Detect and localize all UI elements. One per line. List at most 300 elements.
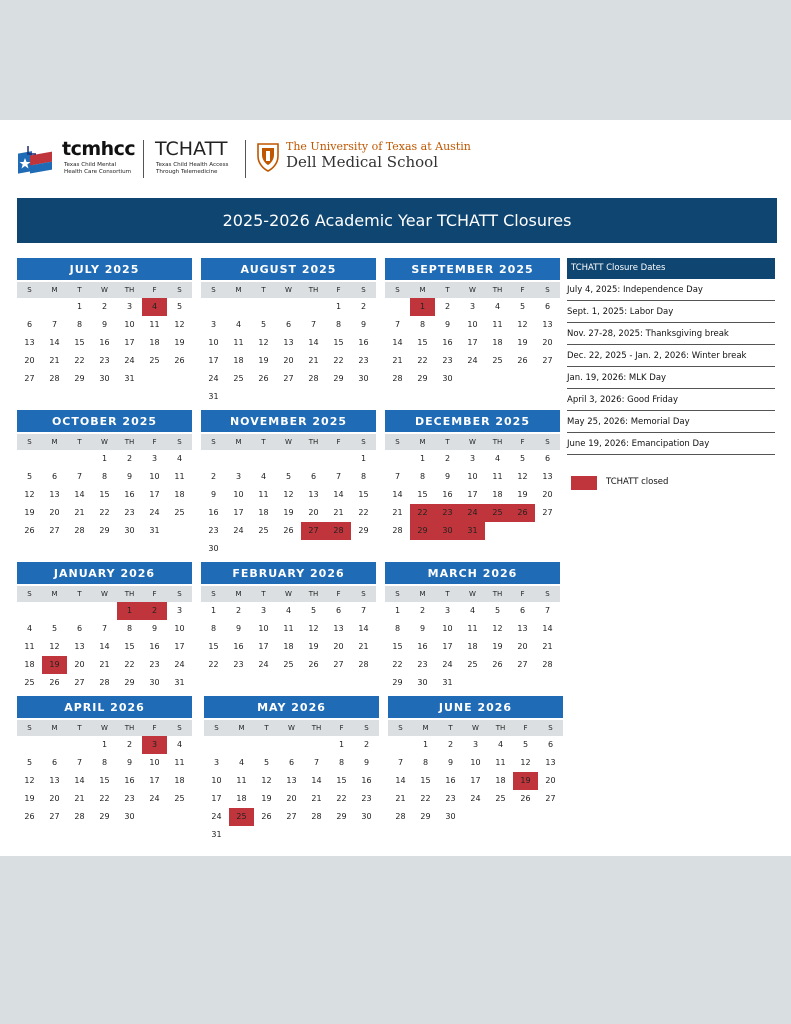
days-grid <box>17 450 192 540</box>
day-cell: 16 <box>149 642 160 651</box>
day-cell: 27 <box>49 812 60 821</box>
weekday-label: TH <box>311 724 322 732</box>
closed-day: 25 <box>229 808 254 826</box>
day-cell: 14 <box>99 642 110 651</box>
day-cell: 7 <box>397 758 404 767</box>
day-cell: 30 <box>149 678 160 687</box>
day-cell: 1 <box>210 606 217 615</box>
day-cell: 19 <box>517 490 528 499</box>
day-cell: 30 <box>208 544 219 553</box>
tcmhcc-wordmark: tcmhcc <box>62 138 136 160</box>
weekday-label: S <box>545 590 550 598</box>
month-title: JULY 2025 <box>17 258 192 280</box>
day-cell: 30 <box>445 812 456 821</box>
days-grid <box>204 736 379 844</box>
day-cell: 11 <box>174 758 185 767</box>
day-cell: 20 <box>49 508 60 517</box>
day-cell: 20 <box>49 794 60 803</box>
day-cell: 30 <box>417 678 428 687</box>
day-cell: 5 <box>176 302 183 311</box>
day-cell: 21 <box>542 642 553 651</box>
day-cell: 9 <box>126 472 133 481</box>
empty-day <box>17 450 42 468</box>
day-cell: 25 <box>467 660 478 669</box>
day-cell: 6 <box>288 758 295 767</box>
weekday-label: W <box>285 286 292 294</box>
day-cell: 12 <box>517 320 528 329</box>
weekday-label: M <box>422 724 429 732</box>
day-cell: 20 <box>542 490 553 499</box>
day-cell: 24 <box>467 356 478 365</box>
day-cell: 26 <box>49 678 60 687</box>
day-cell: 13 <box>49 776 60 785</box>
day-cell: 14 <box>74 490 85 499</box>
day-cell: 9 <box>126 758 133 767</box>
day-cell: 2 <box>363 740 370 749</box>
day-cell: 14 <box>74 776 85 785</box>
day-cell: 3 <box>235 472 242 481</box>
day-cell: 14 <box>392 338 403 347</box>
weekday-label: S <box>395 286 400 294</box>
day-cell: 30 <box>124 526 135 535</box>
closure-item: Dec. 22, 2025 - Jan. 2, 2026: Winter break <box>567 347 775 367</box>
legend-closed-swatch <box>571 476 597 490</box>
day-cell: 25 <box>149 356 160 365</box>
empty-day <box>17 736 42 754</box>
day-cell: 11 <box>492 320 503 329</box>
day-cell: 1 <box>419 454 426 463</box>
day-cell: 26 <box>24 526 35 535</box>
empty-day <box>276 450 301 468</box>
day-cell: 24 <box>208 374 219 383</box>
weekday-header <box>385 586 560 602</box>
closed-day: 29 <box>410 522 435 540</box>
day-cell: 9 <box>444 320 451 329</box>
day-cell: 30 <box>361 812 372 821</box>
closed-day: 3 <box>142 736 167 754</box>
empty-day <box>42 298 67 316</box>
day-cell: 28 <box>49 374 60 383</box>
days-grid <box>17 602 192 692</box>
day-cell: 14 <box>333 490 344 499</box>
day-cell: 17 <box>124 338 135 347</box>
days-grid <box>385 450 560 540</box>
day-cell: 4 <box>497 740 504 749</box>
day-cell: 13 <box>333 624 344 633</box>
weekday-label: S <box>548 724 553 732</box>
day-cell: 19 <box>261 794 272 803</box>
closed-day: 31 <box>460 522 485 540</box>
day-cell: 12 <box>520 758 531 767</box>
day-cell: 13 <box>517 624 528 633</box>
day-cell: 25 <box>24 678 35 687</box>
day-cell: 7 <box>313 758 320 767</box>
texas-flag-logo-icon <box>16 144 54 178</box>
day-cell: 21 <box>308 356 319 365</box>
empty-day <box>201 298 226 316</box>
day-cell: 18 <box>233 356 244 365</box>
weekday-label: S <box>545 438 550 446</box>
day-cell: 28 <box>392 374 403 383</box>
day-cell: 12 <box>24 776 35 785</box>
weekday-label: M <box>419 286 426 294</box>
day-cell: 21 <box>333 508 344 517</box>
day-cell: 28 <box>311 812 322 821</box>
closed-day: 26 <box>510 504 535 522</box>
day-cell: 23 <box>208 526 219 535</box>
day-cell: 22 <box>358 508 369 517</box>
day-cell: 15 <box>74 338 85 347</box>
day-cell: 2 <box>126 454 133 463</box>
day-cell: 29 <box>99 526 110 535</box>
weekday-label: T <box>261 438 266 446</box>
weekday-label: M <box>419 438 426 446</box>
day-cell: 31 <box>124 374 135 383</box>
weekday-label: T <box>77 286 82 294</box>
month-title: APRIL 2026 <box>17 696 192 718</box>
day-cell: 21 <box>358 642 369 651</box>
day-cell: 22 <box>208 660 219 669</box>
day-cell: 8 <box>126 624 133 633</box>
empty-day <box>301 450 326 468</box>
page-title: 2025-2026 Academic Year TCHATT Closures <box>17 198 777 243</box>
day-cell: 5 <box>519 302 526 311</box>
day-cell: 23 <box>124 794 135 803</box>
day-cell: 22 <box>392 660 403 669</box>
day-cell: 30 <box>124 812 135 821</box>
month-calendar <box>201 410 376 558</box>
day-cell: 22 <box>99 508 110 517</box>
weekday-label: T <box>261 590 266 598</box>
day-cell: 11 <box>174 472 185 481</box>
weekday-label: F <box>152 724 157 732</box>
day-cell: 9 <box>363 758 370 767</box>
day-cell: 28 <box>74 812 85 821</box>
weekday-label: W <box>469 590 476 598</box>
days-grid <box>201 298 376 406</box>
day-cell: 6 <box>547 740 554 749</box>
weekday-label: M <box>419 590 426 598</box>
day-cell: 19 <box>174 338 185 347</box>
day-cell: 3 <box>126 302 133 311</box>
weekday-label: S <box>27 286 32 294</box>
day-cell: 20 <box>283 356 294 365</box>
day-cell: 29 <box>336 812 347 821</box>
day-cell: 12 <box>283 490 294 499</box>
day-cell: 21 <box>49 356 60 365</box>
day-cell: 9 <box>101 320 108 329</box>
weekday-label: S <box>395 590 400 598</box>
day-cell: 12 <box>24 490 35 499</box>
day-cell: 17 <box>442 642 453 651</box>
day-cell: 29 <box>392 678 403 687</box>
day-cell: 21 <box>74 508 85 517</box>
day-cell: 20 <box>74 660 85 669</box>
day-cell: 18 <box>283 642 294 651</box>
day-cell: 24 <box>149 794 160 803</box>
month-title: DECEMBER 2025 <box>385 410 560 432</box>
day-cell: 27 <box>545 794 556 803</box>
day-cell: 13 <box>283 338 294 347</box>
days-grid <box>388 736 563 826</box>
day-cell: 3 <box>469 302 476 311</box>
day-cell: 4 <box>238 758 245 767</box>
weekday-label: S <box>211 286 216 294</box>
day-cell: 8 <box>101 472 108 481</box>
day-cell: 9 <box>210 490 217 499</box>
day-cell: 18 <box>174 776 185 785</box>
day-cell: 3 <box>444 606 451 615</box>
weekday-label: F <box>336 286 341 294</box>
weekday-label: W <box>101 438 108 446</box>
day-cell: 2 <box>419 606 426 615</box>
empty-day <box>279 736 304 754</box>
day-cell: 11 <box>24 642 35 651</box>
day-cell: 8 <box>360 472 367 481</box>
day-cell: 13 <box>24 338 35 347</box>
day-cell: 9 <box>447 758 454 767</box>
day-cell: 12 <box>258 338 269 347</box>
day-cell: 18 <box>492 338 503 347</box>
month-calendar <box>388 696 563 826</box>
month-title: AUGUST 2025 <box>201 258 376 280</box>
empty-day <box>67 736 92 754</box>
day-cell: 22 <box>333 356 344 365</box>
empty-day <box>301 298 326 316</box>
closed-day: 22 <box>410 504 435 522</box>
day-cell: 30 <box>358 374 369 383</box>
day-cell: 12 <box>174 320 185 329</box>
weekday-header <box>201 434 376 450</box>
weekday-label: F <box>520 438 525 446</box>
weekday-label: W <box>472 724 479 732</box>
day-cell: 21 <box>74 794 85 803</box>
day-cell: 1 <box>76 302 83 311</box>
day-cell: 16 <box>99 338 110 347</box>
empty-day <box>276 298 301 316</box>
day-cell: 16 <box>445 776 456 785</box>
weekday-label: M <box>235 438 242 446</box>
day-cell: 18 <box>492 490 503 499</box>
day-cell: 6 <box>544 302 551 311</box>
day-cell: 13 <box>74 642 85 651</box>
day-cell: 20 <box>308 508 319 517</box>
empty-day <box>326 450 351 468</box>
month-calendar <box>385 410 560 540</box>
weekday-label: S <box>361 438 366 446</box>
day-cell: 10 <box>442 624 453 633</box>
day-cell: 12 <box>261 776 272 785</box>
day-cell: 3 <box>151 454 158 463</box>
day-cell: 9 <box>151 624 158 633</box>
day-cell: 15 <box>333 338 344 347</box>
day-cell: 6 <box>519 606 526 615</box>
day-cell: 8 <box>394 624 401 633</box>
empty-day <box>251 298 276 316</box>
day-cell: 27 <box>286 812 297 821</box>
day-cell: 1 <box>360 454 367 463</box>
day-cell: 28 <box>99 678 110 687</box>
empty-day <box>385 298 410 316</box>
day-cell: 23 <box>233 660 244 669</box>
day-cell: 21 <box>99 660 110 669</box>
closed-day: 19 <box>42 656 67 674</box>
month-title: JANUARY 2026 <box>17 562 192 584</box>
day-cell: 25 <box>283 660 294 669</box>
day-cell: 4 <box>235 320 242 329</box>
day-cell: 2 <box>235 606 242 615</box>
day-cell: 5 <box>494 606 501 615</box>
day-cell: 8 <box>419 320 426 329</box>
weekday-header <box>385 282 560 298</box>
day-cell: 4 <box>260 472 267 481</box>
day-cell: 1 <box>338 740 345 749</box>
day-cell: 28 <box>392 526 403 535</box>
day-cell: 18 <box>467 642 478 651</box>
weekday-label: M <box>51 724 58 732</box>
day-cell: 6 <box>335 606 342 615</box>
day-cell: 23 <box>99 356 110 365</box>
day-cell: 2 <box>444 302 451 311</box>
weekday-label: F <box>152 438 157 446</box>
weekday-label: TH <box>124 286 135 294</box>
weekday-label: S <box>177 724 182 732</box>
day-cell: 11 <box>492 472 503 481</box>
empty-day <box>92 602 117 620</box>
closed-day: 28 <box>326 522 351 540</box>
day-cell: 19 <box>308 642 319 651</box>
weekday-label: T <box>448 724 453 732</box>
month-calendar <box>17 562 192 692</box>
day-cell: 11 <box>233 338 244 347</box>
day-cell: 17 <box>467 338 478 347</box>
day-cell: 28 <box>358 660 369 669</box>
empty-day <box>226 450 251 468</box>
weekday-label: M <box>51 286 58 294</box>
day-cell: 7 <box>51 320 58 329</box>
day-cell: 27 <box>74 678 85 687</box>
day-cell: 5 <box>285 472 292 481</box>
day-cell: 6 <box>285 320 292 329</box>
empty-day <box>304 736 329 754</box>
month-title: OCTOBER 2025 <box>17 410 192 432</box>
weekday-label: M <box>51 590 58 598</box>
day-cell: 21 <box>392 356 403 365</box>
day-cell: 29 <box>358 526 369 535</box>
day-cell: 10 <box>149 758 160 767</box>
day-cell: 21 <box>392 508 403 517</box>
day-cell: 19 <box>517 338 528 347</box>
month-calendar <box>385 562 560 692</box>
day-cell: 25 <box>495 794 506 803</box>
weekday-label: S <box>364 724 369 732</box>
day-cell: 7 <box>76 472 83 481</box>
day-cell: 26 <box>308 660 319 669</box>
day-cell: 14 <box>311 776 322 785</box>
day-cell: 19 <box>283 508 294 517</box>
day-cell: 26 <box>517 356 528 365</box>
day-cell: 5 <box>26 472 33 481</box>
day-cell: 26 <box>492 660 503 669</box>
day-cell: 21 <box>395 794 406 803</box>
weekday-label: T <box>264 724 269 732</box>
empty-day <box>67 450 92 468</box>
day-cell: 17 <box>149 490 160 499</box>
weekday-header <box>17 434 192 450</box>
closed-day: 24 <box>460 504 485 522</box>
day-cell: 16 <box>442 338 453 347</box>
day-cell: 31 <box>442 678 453 687</box>
legend <box>571 476 771 492</box>
day-cell: 27 <box>517 660 528 669</box>
day-cell: 8 <box>101 758 108 767</box>
day-cell: 15 <box>392 642 403 651</box>
day-cell: 26 <box>24 812 35 821</box>
day-cell: 15 <box>358 490 369 499</box>
day-cell: 2 <box>447 740 454 749</box>
day-cell: 25 <box>233 374 244 383</box>
weekday-label: TH <box>492 590 503 598</box>
day-cell: 15 <box>99 490 110 499</box>
day-cell: 14 <box>392 490 403 499</box>
weekday-header <box>204 720 379 736</box>
weekday-label: M <box>235 590 242 598</box>
day-cell: 18 <box>174 490 185 499</box>
weekday-label: F <box>336 590 341 598</box>
day-cell: 18 <box>24 660 35 669</box>
day-cell: 15 <box>336 776 347 785</box>
day-cell: 4 <box>469 606 476 615</box>
day-cell: 16 <box>358 338 369 347</box>
weekday-label: W <box>469 286 476 294</box>
day-cell: 6 <box>51 758 58 767</box>
day-cell: 11 <box>149 320 160 329</box>
month-calendar <box>201 258 376 406</box>
day-cell: 14 <box>542 624 553 633</box>
day-cell: 5 <box>260 320 267 329</box>
day-cell: 5 <box>263 758 270 767</box>
day-cell: 2 <box>126 740 133 749</box>
weekday-label: F <box>523 724 528 732</box>
day-cell: 4 <box>285 606 292 615</box>
weekday-label: S <box>395 438 400 446</box>
weekday-header <box>201 586 376 602</box>
day-cell: 10 <box>211 776 222 785</box>
closure-dates-list <box>567 258 775 455</box>
month-title: JUNE 2026 <box>388 696 563 718</box>
day-cell: 23 <box>445 794 456 803</box>
empty-day <box>42 736 67 754</box>
day-cell: 3 <box>210 320 217 329</box>
day-cell: 25 <box>258 526 269 535</box>
day-cell: 10 <box>124 320 135 329</box>
days-grid <box>201 450 376 558</box>
weekday-label: TH <box>124 590 135 598</box>
day-cell: 20 <box>24 356 35 365</box>
tchatt-wordmark: TCHATT <box>155 138 228 160</box>
day-cell: 19 <box>24 794 35 803</box>
day-cell: 10 <box>208 338 219 347</box>
day-cell: 27 <box>333 660 344 669</box>
tchatt-subtitle: Texas Child Health Access Through Telemedicine <box>156 162 229 175</box>
day-cell: 23 <box>149 660 160 669</box>
weekday-label: M <box>238 724 245 732</box>
days-grid <box>17 736 192 826</box>
weekday-label: S <box>361 590 366 598</box>
weekday-label: TH <box>492 286 503 294</box>
closure-item: June 19, 2026: Emancipation Day <box>567 435 775 455</box>
day-cell: 13 <box>308 490 319 499</box>
